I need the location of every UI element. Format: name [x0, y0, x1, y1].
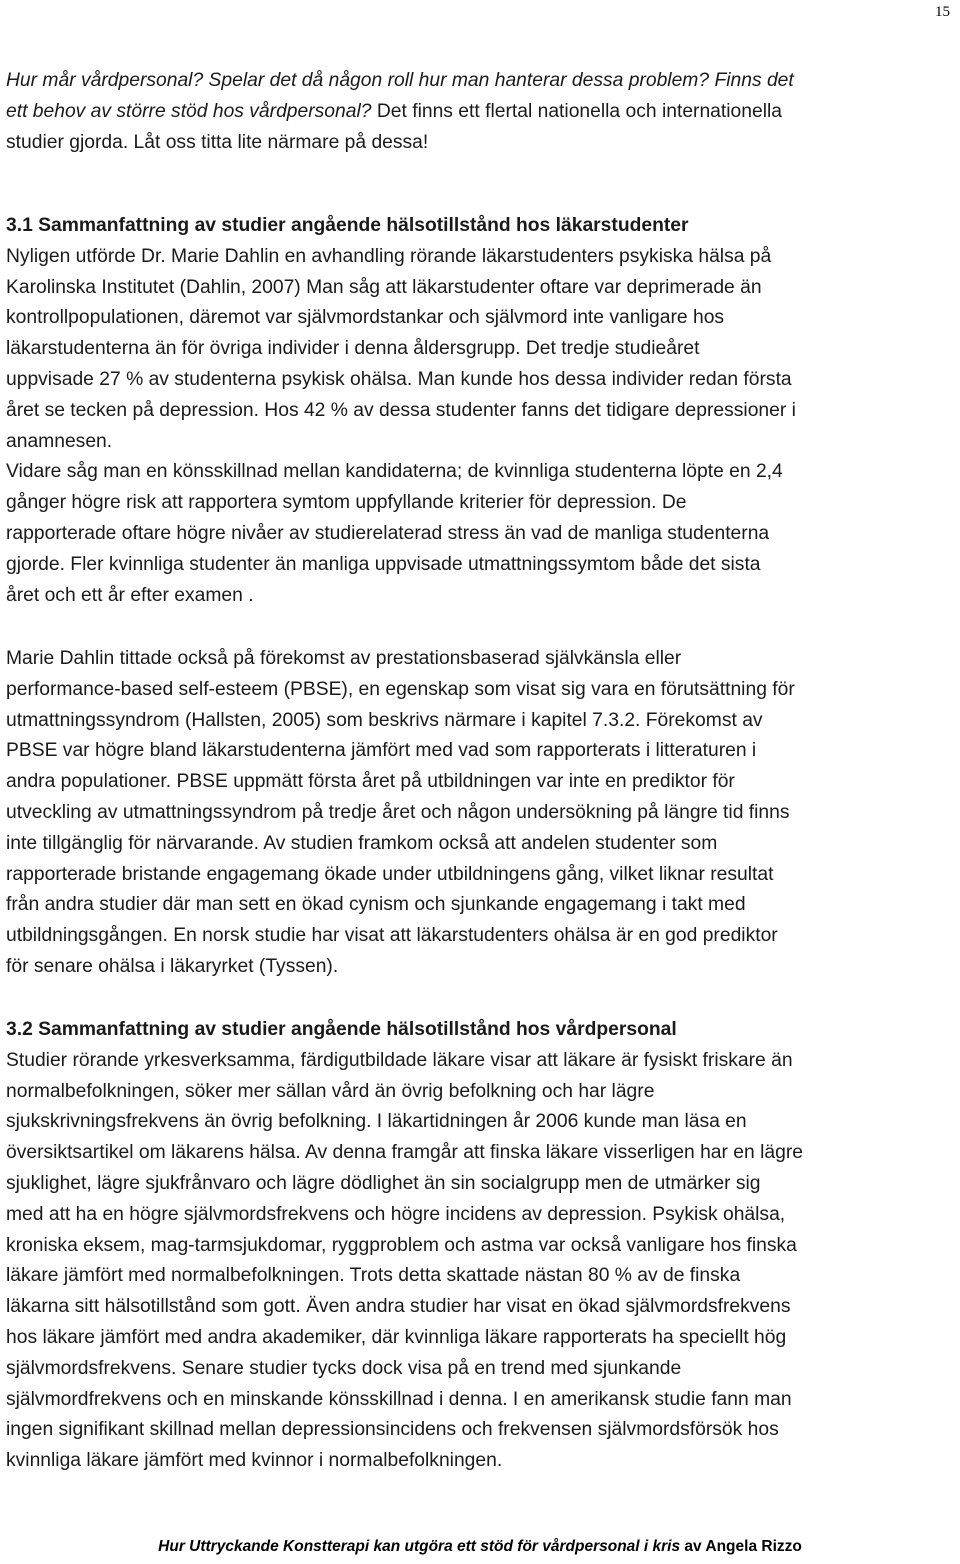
- paragraph-line: PBSE var högre bland läkarstudenterna jämfört med vad som rapporterats i litteraturen i: [6, 740, 757, 762]
- paragraph-line: kontrollpopulationen, däremot var självmordstankar och självmord inte vanligare hos: [6, 307, 725, 329]
- section-heading: 3.1 Sammanfattning av studier angående hälsotillstånd hos läkarstudenter: [6, 215, 689, 236]
- paragraph-line: Studier rörande yrkesverksamma, färdigutbildade läkare visar att läkare är fysiskt friskare än: [6, 1049, 793, 1071]
- footer-author: av Angela Rizzo: [680, 1538, 802, 1555]
- paragraph-line: självmordfrekvens och en minskande könsskillnad i denna. I en amerikansk studie fann man: [6, 1388, 792, 1410]
- paragraph-line: inte tillgänglig för närvarande. Av studien framkom också att andelen studenter som: [6, 832, 718, 854]
- intro-line: studier gjorda. Låt oss titta lite närmare på dessa!: [6, 131, 429, 153]
- page-number: 15: [935, 4, 950, 20]
- paragraph-line: utveckling av utmattningssyndrom på tredje året och någon undersökning på längre tid finns: [6, 801, 790, 823]
- section-3-2: [6, 1015, 956, 1477]
- paragraph-line: performance-based self-esteem (PBSE), en egenskap som visat sig vara en förutsättning för: [6, 678, 795, 700]
- paragraph-line: läkarstudenterna än för övriga individer i denna åldersgrupp. Det tredje studieåret: [6, 338, 700, 360]
- paragraph-line: kroniska eksem, mag-tarmsjukdomar, ryggproblem och astma var också vanligare hos finska: [6, 1234, 797, 1256]
- intro-text-fragment: Det finns ett flertal nationella och internationella: [371, 100, 783, 122]
- paragraph-line: andra populationer. PBSE uppmätt första året på utbildningen var inte en prediktor för: [6, 771, 735, 793]
- paragraph-line: Marie Dahlin tittade också på förekomst av prestationsbaserad självkänsla eller: [6, 648, 682, 669]
- paragraph-line: ingen signifikant skillnad mellan depressionsincidens och frekvensen självmordsförsök hos: [6, 1419, 779, 1441]
- paragraph-line: rapporterade oftare högre nivåer av studierelaterad stress än vad de manliga studenterna: [6, 522, 770, 544]
- paragraph-line: Nyligen utförde Dr. Marie Dahlin en avhandling rörande läkarstudenters psykiska hälsa på: [6, 245, 772, 267]
- section-3-1: [6, 211, 956, 611]
- paragraph-line: läkarna sitt hälsotillstånd som gott. Även andra studier har visat en ökad självmordsfrekvens: [6, 1296, 791, 1318]
- paragraph-line: för senare ohälsa i läkaryrket (Tyssen).: [6, 955, 339, 977]
- intro-italic-fragment: ett behov av större stöd hos vårdpersonal?: [6, 100, 372, 122]
- paragraph-line: översiktsartikel om läkarens hälsa. Av denna framgår att finska läkare visserligen har en lägre: [6, 1142, 803, 1164]
- paragraph-line: utbildningsgången. En norsk studie har visat att läkarstudenters ohälsa är en god prediktor: [6, 925, 778, 947]
- paragraph-line: anamnesen.: [6, 430, 113, 452]
- paragraph-line: gånger högre risk att rapportera symtom uppfyllande kriterier för depression. De: [6, 492, 687, 514]
- intro-line: [6, 97, 956, 128]
- paragraph-line: Karolinska Institutet (Dahlin, 2007) Man såg att läkarstudenter oftare var deprimerade än: [6, 276, 762, 298]
- paragraph-line: året se tecken på depression. Hos 42 % av dessa studenter fanns det tidigare depressioner i: [6, 399, 796, 421]
- paragraph-line: rapporterade bristande engagemang ökade under utbildningens gång, vilket liknar resultat: [6, 863, 774, 885]
- paragraph-line: läkare jämfört med normalbefolkningen. Trots detta skattade nästan 80 % av de finska: [6, 1265, 741, 1287]
- paragraph-line: hos läkare jämfört med andra akademiker, där kvinnliga läkare rapporterats ha speciellt hög: [6, 1326, 787, 1348]
- paragraph-line: normalbefolkningen, söker mer sällan vård än övrig befolkning och har lägre: [6, 1080, 655, 1102]
- paragraph-line: från andra studier där man sett en ökad cynism och sjunkande engagemang i takt med: [6, 894, 746, 916]
- intro-line: Hur mår vårdpersonal? Spelar det då någon roll hur man hanterar dessa problem? Finns det: [6, 70, 794, 91]
- footer-title: Hur Uttryckande Konstterapi kan utgöra ett stöd för vårdpersonal i kris: [158, 1538, 681, 1555]
- paragraph-line: med att ha en högre självmordsfrekvens och högre incidens av depression. Psykisk ohälsa,: [6, 1203, 786, 1225]
- paragraph-line: sjukskrivningsfrekvens än övrig befolkning. I läkartidningen år 2006 kunde man läsa en: [6, 1111, 747, 1133]
- paragraph-line: utmattningssyndrom (Hallsten, 2005) som beskrivs närmare i kapitel 7.3.2. Förekomst av: [6, 709, 763, 731]
- page-footer: [0, 1538, 960, 1556]
- paragraph-line: uppvisade 27 % av studenterna psykisk ohälsa. Man kunde hos dessa individer redan första: [6, 368, 792, 390]
- pbse-paragraph: [6, 644, 956, 983]
- intro-paragraph: [6, 66, 956, 158]
- paragraph-line: sjuklighet, lägre sjukfrånvaro och lägre dödlighet än sin socialgrupp men de utmärker sig: [6, 1172, 761, 1194]
- paragraph-line: kvinnliga läkare jämfört med kvinnor i normalbefolkningen.: [6, 1450, 503, 1472]
- paragraph-line: Vidare såg man en könsskillnad mellan kandidaterna; de kvinnliga studenterna löpte en 2,4: [6, 461, 783, 483]
- paragraph-line: året och ett år efter examen .: [6, 584, 254, 606]
- paragraph-line: gjorde. Fler kvinnliga studenter än manliga uppvisade utmattningssymtom både det sista: [6, 553, 761, 575]
- section-heading: 3.2 Sammanfattning av studier angående hälsotillstånd hos vårdpersonal: [6, 1019, 677, 1040]
- paragraph-line: självmordsfrekvens. Senare studier tycks dock visa på en trend med sjunkande: [6, 1357, 682, 1379]
